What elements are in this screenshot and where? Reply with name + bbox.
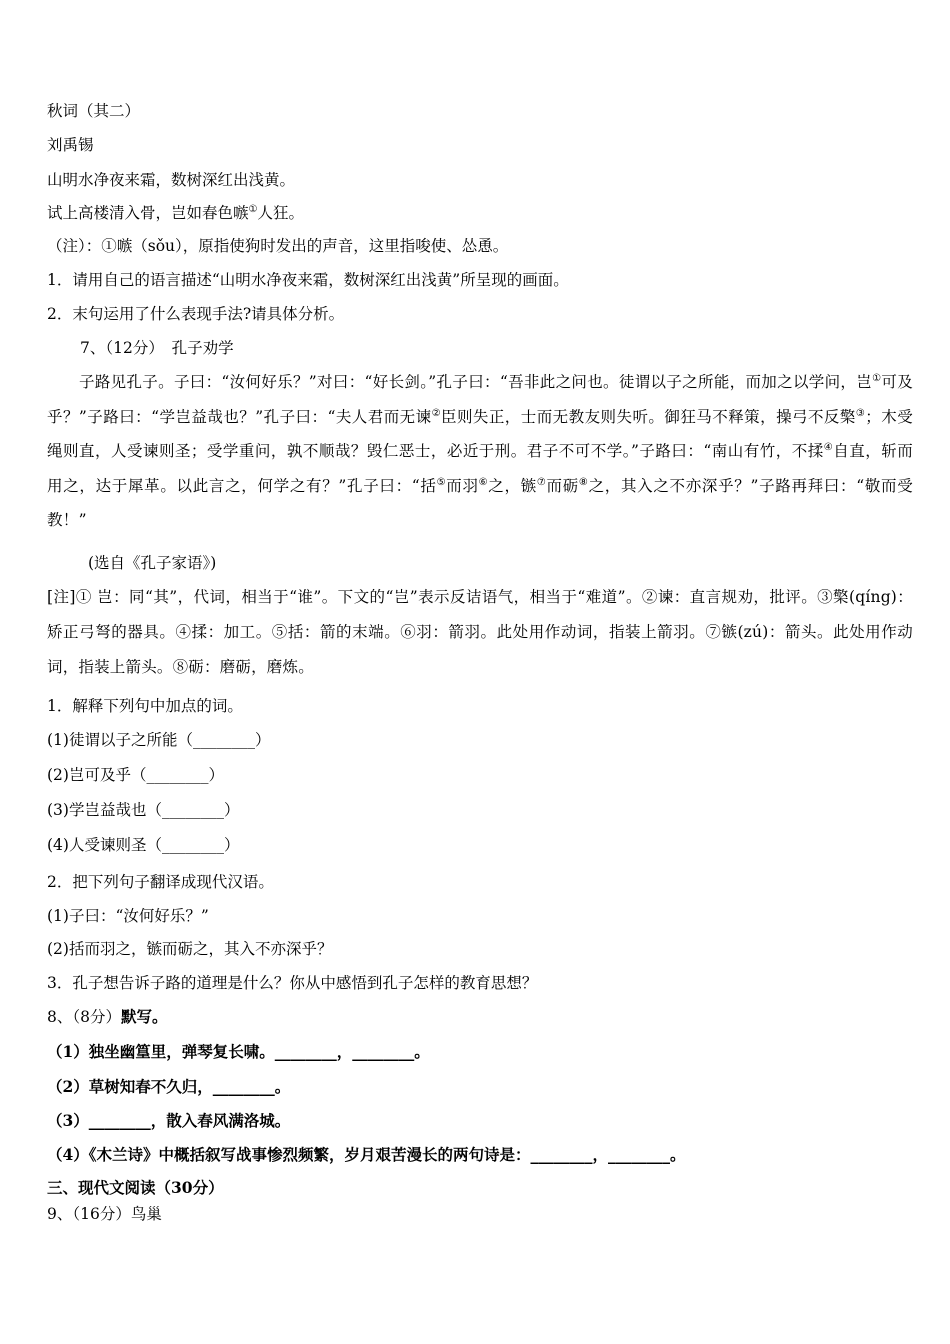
question: 1．解释下列句中加点的词。 xyxy=(47,697,243,715)
text: ；木受绳则直，人受谏则圣；受学重问，孰不顺哉？毁仁恶士，必近于刑。君子不可不学。”子路曰：“南山有竹，不揉 xyxy=(47,407,913,460)
question: 3．孔子想告诉子路的道理是什么？你从中感悟到孔子怎样的教育思想？ xyxy=(47,974,538,992)
text: 人狂。 xyxy=(257,204,304,222)
q9-header: 9、（16分）鸟巢 xyxy=(47,1205,162,1223)
question-item: (2)岂可及乎（________） xyxy=(47,766,224,784)
text: 默写。 xyxy=(120,1007,168,1026)
text: 子路见孔子。子曰：“汝何好乐？”对曰：“好长剑。”孔子曰：“吾非此之问也。徒谓以子之所能，而加之以学问，岂 xyxy=(79,373,873,391)
question-item: (4)人受谏则圣（________） xyxy=(47,836,240,854)
question: 2．末句运用了什么表现手法?请具体分析。 xyxy=(47,305,345,323)
footnote-marker: ① xyxy=(248,203,258,215)
text: 8、（8分） xyxy=(47,1008,121,1026)
footnote-marker: ⑦ xyxy=(536,476,547,488)
footnote-marker: ① xyxy=(872,372,882,384)
question-item: (1)徒谓以子之所能（________） xyxy=(47,731,271,749)
text: 试上高楼清入骨，岂如春色嗾 xyxy=(47,204,249,222)
footnote-marker: ⑧ xyxy=(578,476,589,488)
section-title: 三、现代文阅读（30分） xyxy=(47,1178,224,1197)
footnote-marker: ⑥ xyxy=(478,476,489,488)
question-item: （1）独坐幽篁里，弹琴复长啸。________，________。 xyxy=(47,1042,430,1061)
text: 之，其入之不亦深乎？”子路再拜曰：“敬而受教！” xyxy=(47,476,914,529)
text: 之，镞 xyxy=(488,476,537,495)
text: 而羽 xyxy=(446,476,479,495)
poem-note: （注）：①嗾（sǒu），原指使狗时发出的声音，这里指唆使、怂恿。 xyxy=(47,237,509,255)
question-item: （4）《木兰诗》中概括叙写战事惨烈频繁，岁月艰苦漫长的两句诗是：________，________。 xyxy=(47,1145,686,1164)
text: 自直，斩而用之，达于犀革。以此言之，何学之有？”孔子曰：“括 xyxy=(47,442,913,495)
question-item: (1)子曰：“汝何好乐？” xyxy=(47,907,209,925)
footnote-marker: ② xyxy=(431,407,441,419)
question: 1．请用自己的语言描述“山明水净夜来霜，数树深红出浅黄”所呈现的画面。 xyxy=(47,271,569,289)
footnote-marker: ⑤ xyxy=(436,476,447,488)
q8-header xyxy=(47,1006,168,1028)
passage xyxy=(47,365,913,538)
footnote-marker: ④ xyxy=(823,441,834,453)
source: (选自《孔子家语》) xyxy=(88,554,217,572)
footnote-marker: ③ xyxy=(855,407,866,419)
poem-author: 刘禹锡 xyxy=(47,136,94,154)
question-item: (2)括而羽之，镞而砺之，其入不亦深乎？ xyxy=(47,940,333,958)
question-item: (3)学岂益哉也（________） xyxy=(47,801,240,819)
poem-line xyxy=(47,202,304,224)
question-item: （3）________，散入春风满洛城。 xyxy=(47,1111,291,1130)
question-item: （2）草树知春不久归，________。 xyxy=(47,1077,291,1096)
poem-title: 秋词（其二） xyxy=(47,102,141,120)
text: 可及乎？”子路曰：“学岂益哉也？”孔子曰：“夫人君而无谏 xyxy=(47,373,913,426)
poem-line: 山明水净夜来霜，数树深红出浅黄。 xyxy=(47,171,296,189)
text: 而砺 xyxy=(546,476,579,495)
q7-header: 7、（12分） 孔子劝学 xyxy=(80,339,234,357)
annotation: [注]① 岂：同“其”，代词，相当于“谁”。下文的“岂”表示反诘语气，相当于“难道”。②谏：直言规劝，批评。③檠(qíng)：矫正弓弩的器具。④揉：加工。⑤括：箭的末端。⑥羽：箭羽。此处用作动词，指装上箭羽。⑦镞(zú)：箭头。此处用作动词，指装上箭头。⑧砺：磨砺，磨炼。 xyxy=(47,588,913,676)
question: 2．把下列句子翻译成现代汉语。 xyxy=(47,873,274,891)
text: 臣则失正，士而无教友则失听。御狂马不释策，操弓不反檠 xyxy=(440,407,856,426)
